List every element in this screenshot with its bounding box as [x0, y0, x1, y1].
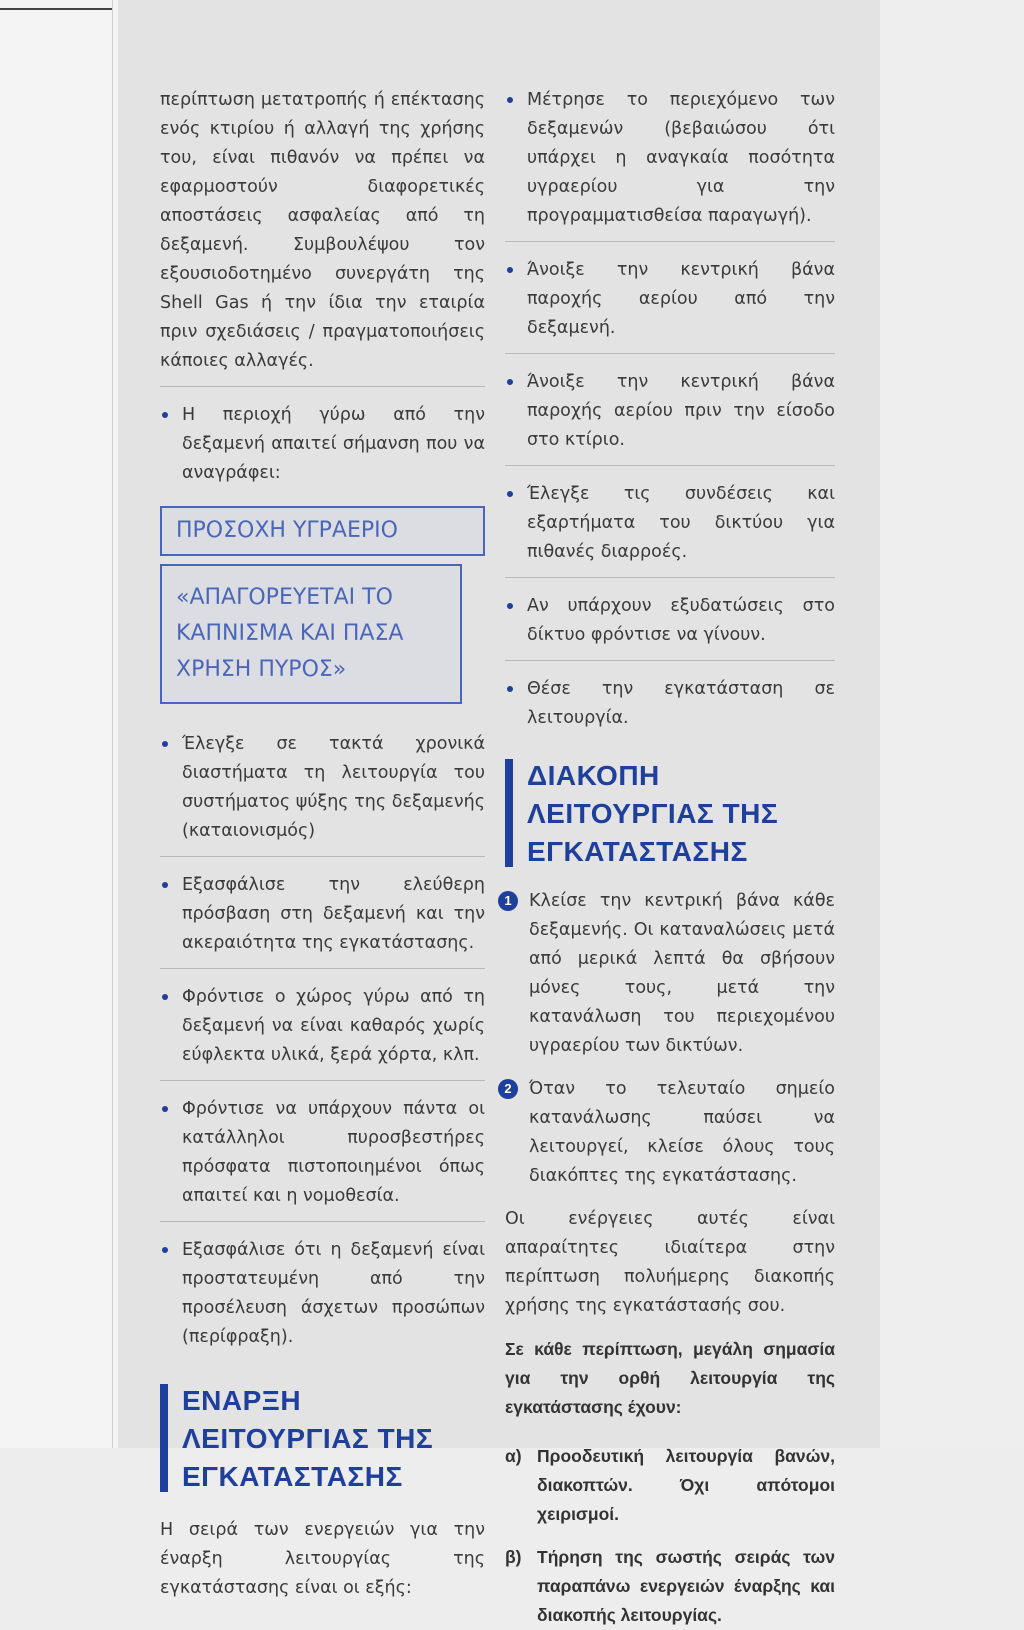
bullet-item [160, 983, 485, 1081]
note-paragraph: Οι ενέργειες αυτές είναι απαραίτητες ιδιαίτερα στην περίπτωση πολυήμερης διακοπής χρήσης της εγκατάστασής σου. [505, 1209, 835, 1316]
left-page-margin [0, 0, 118, 1448]
heading-text: ΕΝΑΡΞΗ ΛΕΙΤΟΥΡΓΙΑΣ ΤΗΣ ΕΓΚΑΤΑΣΤΑΣΗΣ [182, 1385, 434, 1492]
list-item [505, 1442, 835, 1529]
step-item [505, 887, 835, 1061]
bullet-text: Φρόντισε ο χώρος γύρω από τη δεξαμενή να είναι καθαρός χωρίς εύφλεκτα υλικά, ξερά χόρτα, κλπ. [182, 987, 485, 1065]
bullet-item [505, 592, 835, 661]
bullet-item [505, 675, 835, 743]
bullet-text: Έλεγξε τις συνδέσεις και εξαρτήματα του δικτύου για πιθανές διαρροές. [527, 484, 835, 562]
list-text: Τήρηση της σωστής σειράς των παραπάνω ενεργειών έναρξης και διακοπής λειτουργίας. [537, 1547, 835, 1625]
bullet-dot-icon [507, 603, 513, 609]
bullet-text: Έλεγξε σε τακτά χρονικά διαστήματα τη λειτουργία του συστήματος ψύξης της δεξαμενής (καταιονισμός) [182, 734, 485, 841]
heading-bar [160, 1384, 168, 1492]
right-column [505, 86, 835, 1630]
page-fold-line [112, 0, 113, 1448]
list-label: α) [505, 1446, 522, 1466]
warning-sign-body: «ΑΠΑΓΟΡΕΥΕΤΑΙ ΤΟ ΚΑΠΝΙΣΜΑ ΚΑΙ ΠΑΣΑ ΧΡΗΣΗ ΠΥΡΟΣ» [160, 564, 462, 704]
bullet-item [160, 730, 485, 857]
bullet-item [505, 368, 835, 466]
start-paragraph: Η σειρά των ενεργειών για την έναρξη λειτουργίας της εγκατάστασης είναι οι εξής: [160, 1520, 485, 1598]
section-heading-stop [505, 757, 827, 871]
intro-paragraph: περίπτωση μετατροπής ή επέκτασης ενός κτιρίου ή αλλαγή της χρήσης του, είναι πιθανόν να πρέπει να εφαρμοστούν διαφορετικές αποστάσεις ασφαλείας από τη δεξαμενή. Συμβουλέψου τον εξουσιοδοτημένο συνεργάτη της Shell Gas ή την ίδια την εταιρία πριν σχεδιάσεις / πραγματοποιήσεις κάποιες αλλαγές. [160, 86, 485, 387]
bullet-item [505, 256, 835, 354]
bullet-item [505, 480, 835, 578]
bullet-dot-icon [162, 741, 168, 747]
step-item [505, 1075, 835, 1191]
page-edge-line [0, 8, 112, 10]
bullet-item [160, 1236, 485, 1362]
bullet-item [160, 871, 485, 969]
step-number-badge: 2 [498, 1079, 518, 1099]
bullet-dot-icon [507, 491, 513, 497]
bullet-text: Μέτρησε το περιεχόμενο των δεξαμενών (βεβαιώσου ότι υπάρχει η αναγκαία ποσότητα υγραερίου για την προγραμματισθείσα παραγωγή). [527, 90, 835, 226]
list-text: Προοδευτική λειτουργία βανών, διακοπτών. Όχι απότομοι χειρισμοί. [537, 1446, 835, 1524]
step-text: Όταν το τελευταίο σημείο κατανάλωσης παύσει να λειτουργεί, κλείσε όλους τους διακόπτες της εγκατάστασης. [529, 1079, 835, 1186]
left-column [160, 86, 485, 1603]
bullet-text: Εξασφάλισε την ελεύθερη πρόσβαση στη δεξαμενή και την ακεραιότητα της εγκατάστασης. [182, 875, 485, 953]
list-item [505, 1543, 835, 1630]
bullet-text: Η περιοχή γύρω από την δεξαμενή απαιτεί σήμανση που να αναγράφει: [182, 405, 485, 483]
bullet-dot-icon [507, 686, 513, 692]
step-number-badge: 1 [498, 891, 518, 911]
heading-bar [505, 759, 513, 867]
bullet-text: Αν υπάρχουν εξυδατώσεις στο δίκτυο φρόντισε να γίνουν. [527, 596, 835, 645]
bullet-item [160, 401, 485, 488]
warning-sign-title: ΠΡΟΣΟΧΗ ΥΓΡΑΕΡΙΟ [160, 506, 485, 556]
bullet-dot-icon [162, 994, 168, 1000]
heading-text: ΔΙΑΚΟΠΗ ΛΕΙΤΟΥΡΓΙΑΣ ΤΗΣ ΕΓΚΑΤΑΣΤΑΣΗΣ [527, 760, 779, 867]
step-text: Κλείσε την κεντρική βάνα κάθε δεξαμενής. Οι καταναλώσεις μετά από μερικά λεπτά θα σβήσουν μόνες τους, μετά την κατανάλωση του περιεχομένου υγραερίου των δικτύων. [529, 891, 835, 1056]
bullet-dot-icon [162, 1106, 168, 1112]
section-heading-start [160, 1382, 442, 1496]
bullet-item [160, 1095, 485, 1222]
list-label: β) [505, 1547, 522, 1567]
bullet-text: Θέσε την εγκατάσταση σε λειτουργία. [527, 679, 835, 728]
bullet-text: Φρόντισε να υπάρχουν πάντα οι κατάλληλοι πυροσβεστήρες πρόσφατα πιστοποιημένοι όπως απαιτεί και η νομοθεσία. [182, 1099, 485, 1206]
bullet-dot-icon [507, 97, 513, 103]
bullet-dot-icon [507, 379, 513, 385]
bullet-text: Άνοιξε την κεντρική βάνα παροχής αερίου από την δεξαμενή. [527, 260, 835, 338]
bullet-dot-icon [162, 412, 168, 418]
bullet-dot-icon [162, 1247, 168, 1253]
bold-note: Σε κάθε περίπτωση, μεγάλη σημασία για την ορθή λειτουργία της εγκατάστασης έχουν: [505, 1339, 835, 1417]
bullet-item [505, 86, 835, 242]
right-page-margin [880, 0, 1024, 1448]
bullet-text: Εξασφάλισε ότι η δεξαμενή είναι προστατευμένη από την προσέλευση άσχετων προσώπων (περίφραξη). [182, 1240, 485, 1347]
bullet-text: Άνοιξε την κεντρική βάνα παροχής αερίου πριν την είσοδο στο κτίριο. [527, 372, 835, 450]
bullet-dot-icon [507, 267, 513, 273]
bullet-dot-icon [162, 882, 168, 888]
